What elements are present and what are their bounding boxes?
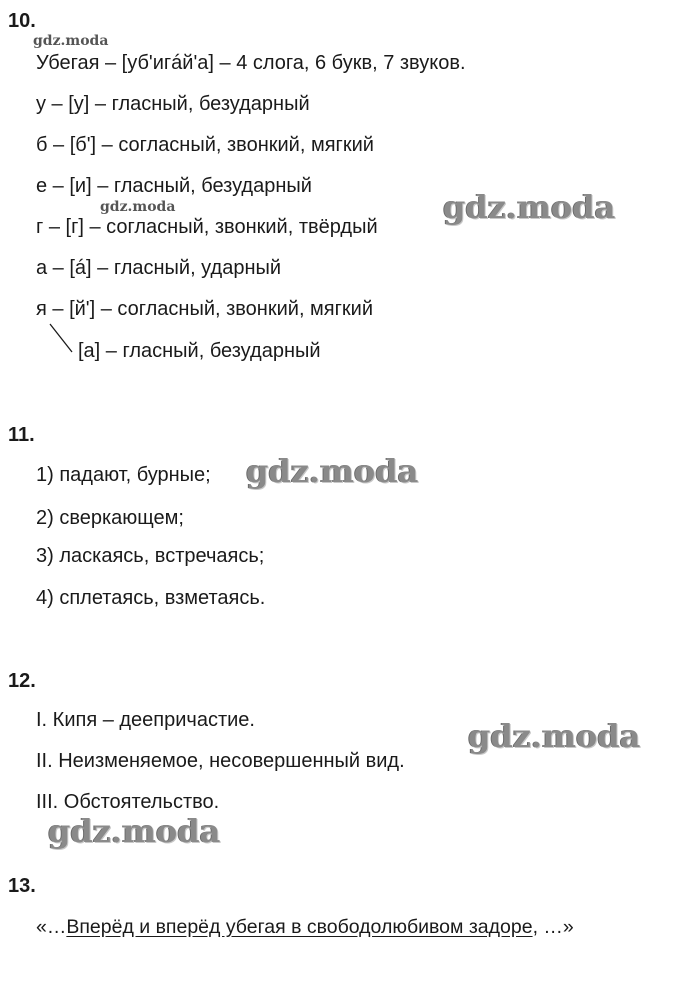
task-12-item-1: I. Кипя – деепричастие. <box>36 709 255 731</box>
quote-close: , …» <box>532 916 574 938</box>
watermark-small-2: gdz.moda <box>100 199 176 215</box>
task-11-number: 11. <box>8 424 35 446</box>
watermark-1: gdz.moda <box>443 188 616 226</box>
watermark-4: gdz.moda <box>48 812 221 850</box>
task-10-row-3: е – [и] – гласный, безударный <box>36 175 312 197</box>
task-12-number: 12. <box>8 670 36 692</box>
task-11-item-1: 1) падают, бурные; <box>36 464 211 486</box>
task-10-row-1: у – [у] – гласный, безударный <box>36 93 310 115</box>
task-11-item-3: 3) ласкаясь, встречаясь; <box>36 545 265 567</box>
task-11-item-2: 2) сверкающем; <box>36 507 184 529</box>
task-10-summary: Убегая – [уб'игáй'а] – 4 слога, 6 букв, 7 звуков. <box>36 52 466 74</box>
task-11-item-4: 4) сплетаясь, взметаясь. <box>36 587 266 609</box>
task-10-row-6: я – [й'] – согласный, звонкий, мягкий <box>36 298 374 320</box>
watermark-2: gdz.moda <box>246 452 419 490</box>
watermark-small-1: gdz.moda <box>33 33 109 49</box>
quote-text: Вперёд и вперёд убегая в свободолюбивом задоре <box>66 916 533 938</box>
task-10-row-4: г – [г] – согласный, звонкий, твёрдый <box>36 216 378 238</box>
task-10-row-2: б – [б'] – согласный, звонкий, мягкий <box>36 134 374 156</box>
quote-open: «… <box>36 916 67 938</box>
task-12-item-2: II. Неизменяемое, несовершенный вид. <box>36 750 405 772</box>
task-10-row-5: а – [á] – гласный, ударный <box>36 257 282 279</box>
task-12-item-3: III. Обстоятельство. <box>36 791 220 813</box>
task-10-row-7: [а] – гласный, безударный <box>78 340 321 362</box>
watermark-3: gdz.moda <box>468 717 641 755</box>
task-10-number: 10. <box>8 10 36 32</box>
task-13-number: 13. <box>8 875 36 897</box>
task-13-quote <box>36 916 574 939</box>
